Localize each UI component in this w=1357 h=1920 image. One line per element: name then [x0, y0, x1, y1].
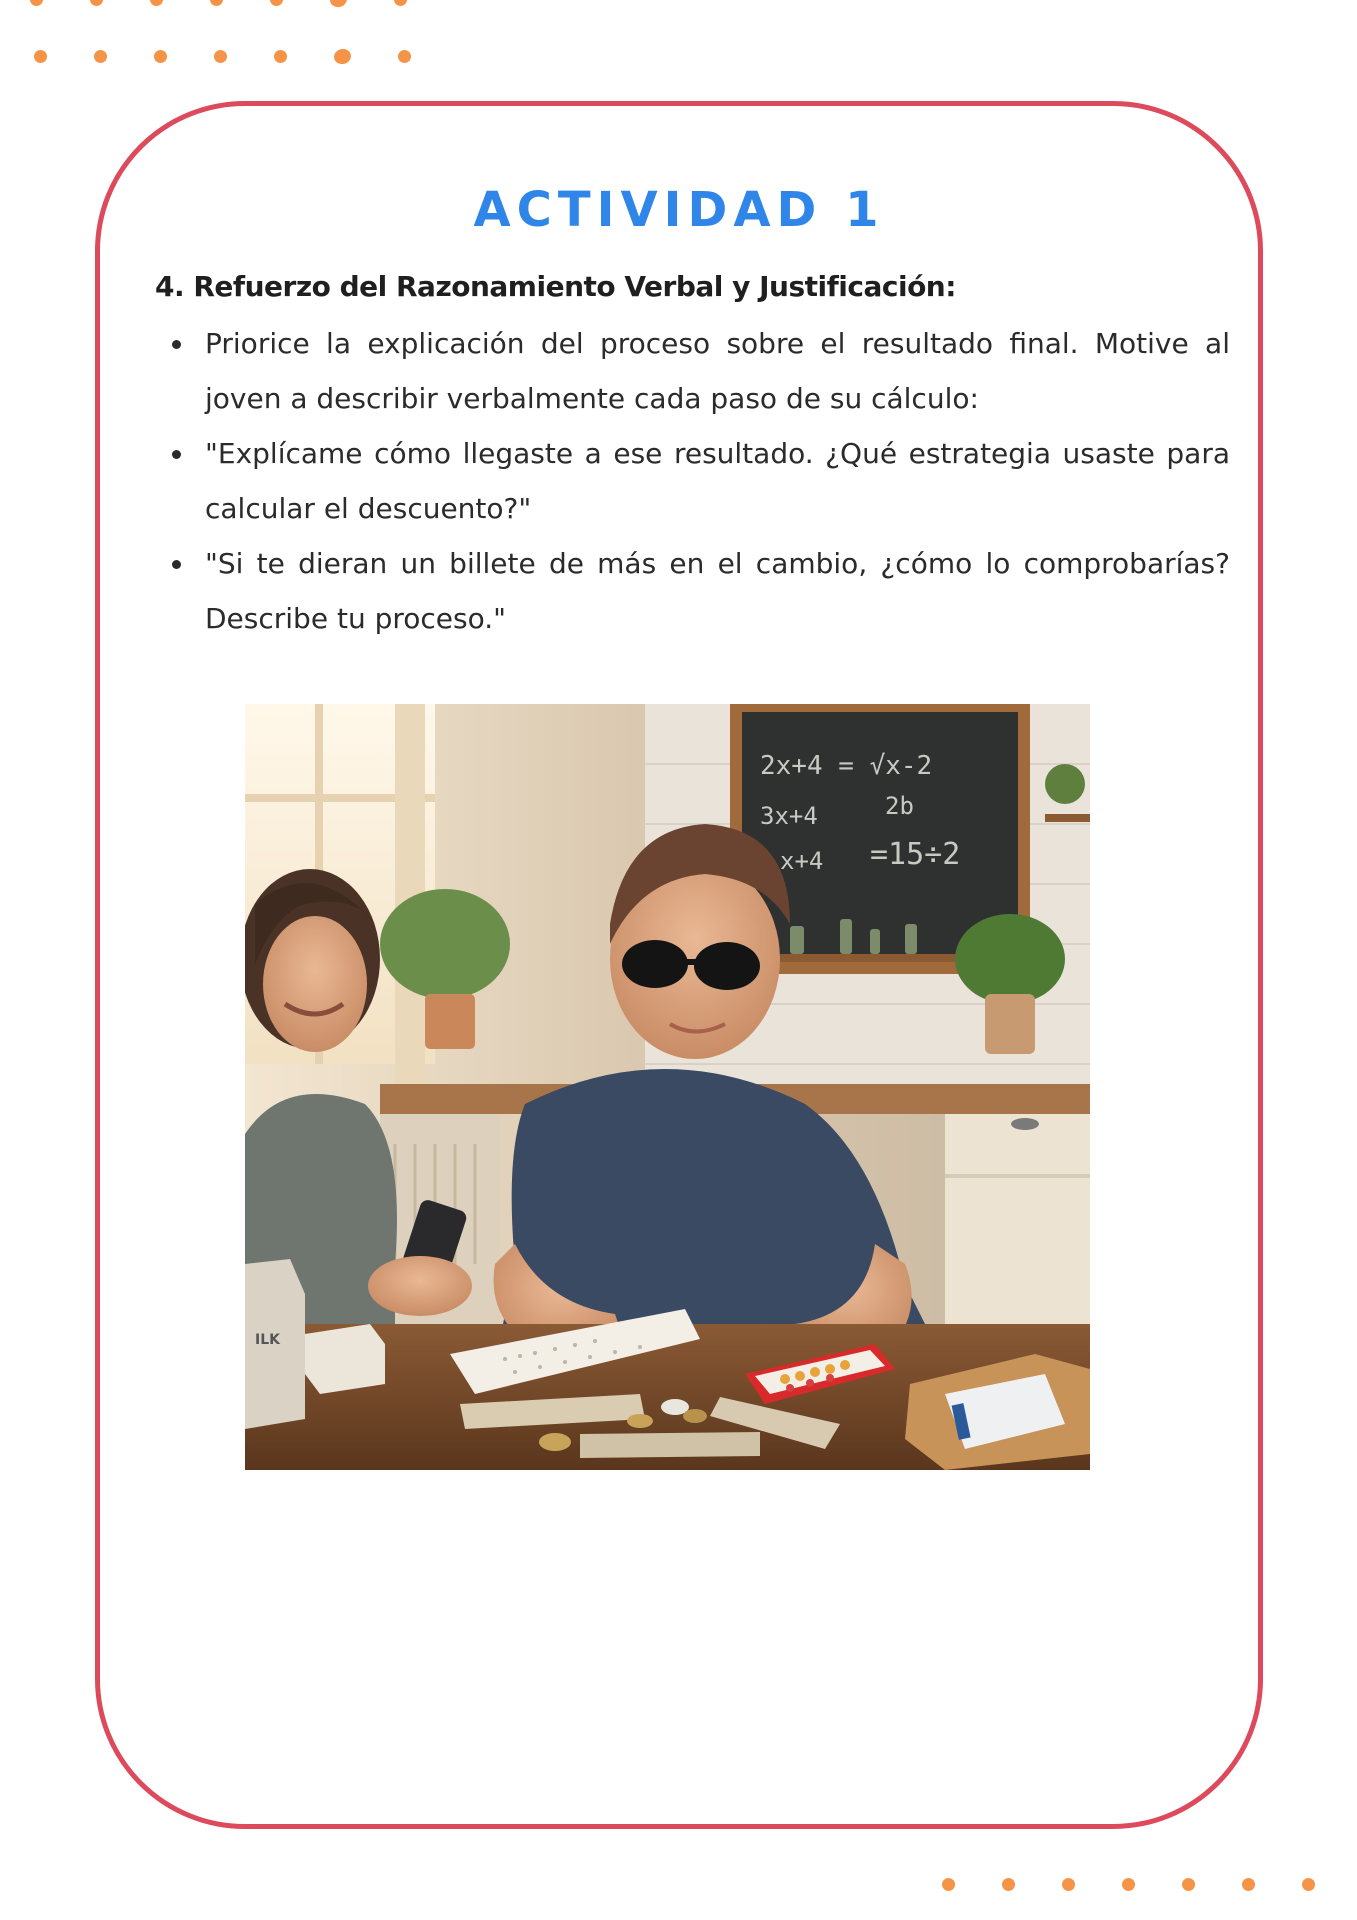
decorative-dots-bottom-row: [942, 1878, 1357, 1891]
chalk-equation: 3x+4: [760, 802, 818, 830]
dot-decoration: [89, 0, 105, 7]
dot-decoration: [1181, 1877, 1197, 1893]
dot-decoration: [1001, 1877, 1017, 1893]
photo-illustration-svg: [245, 704, 1090, 1470]
dot-decoration: [328, 0, 348, 9]
dot-decoration: [1241, 1877, 1257, 1893]
decorative-dots-top-row-1: [30, 0, 454, 7]
illustration-photo: [245, 704, 1090, 1470]
decorative-dots-top-row-2: [34, 49, 458, 64]
dot-decoration: [332, 47, 352, 66]
bullet-item: "Explícame cómo llegaste a ese resultado. ¿Qué estrategia usaste para calcular el descuento?": [155, 426, 1230, 536]
bullet-item: "Si te dieran un billete de más en el cambio, ¿cómo lo comprobarías? Describe tu proceso.": [155, 536, 1230, 646]
dot-decoration: [1061, 1877, 1077, 1893]
dot-decoration: [393, 0, 409, 7]
chalk-equation: 2b: [885, 792, 914, 820]
dot-decoration: [93, 49, 109, 65]
bullet-list: [155, 316, 1230, 646]
dot-decoration: [1301, 1877, 1317, 1893]
activity-title: ACTIVIDAD 1: [473, 182, 885, 238]
dot-decoration: [397, 49, 413, 65]
dot-decoration: [29, 0, 45, 7]
dot-decoration: [273, 49, 289, 65]
dot-decoration: [1121, 1877, 1137, 1893]
dot-decoration: [209, 0, 225, 7]
section-heading: 4. Refuerzo del Razonamiento Verbal y Justificación:: [155, 270, 956, 303]
dot-decoration: [149, 0, 165, 7]
chalk-equation: =15÷2: [870, 837, 961, 872]
bullet-item: Priorice la explicación del proceso sobre el resultado final. Motive al joven a describir verbalmente cada paso de su cálculo:: [155, 316, 1230, 426]
dot-decoration: [269, 0, 285, 7]
dot-decoration: [153, 49, 169, 65]
chalk-equation: x+4: [780, 847, 824, 875]
activity-card: [95, 101, 1263, 1829]
small-box: [305, 1324, 385, 1394]
dot-decoration: [33, 49, 49, 65]
milk-carton: [245, 1259, 305, 1429]
dot-decoration: [213, 49, 229, 65]
chalk-equation: 2x+4 = √x-2: [760, 751, 933, 781]
carton-label: ILK: [255, 1332, 280, 1348]
dot-decoration: [941, 1877, 957, 1893]
